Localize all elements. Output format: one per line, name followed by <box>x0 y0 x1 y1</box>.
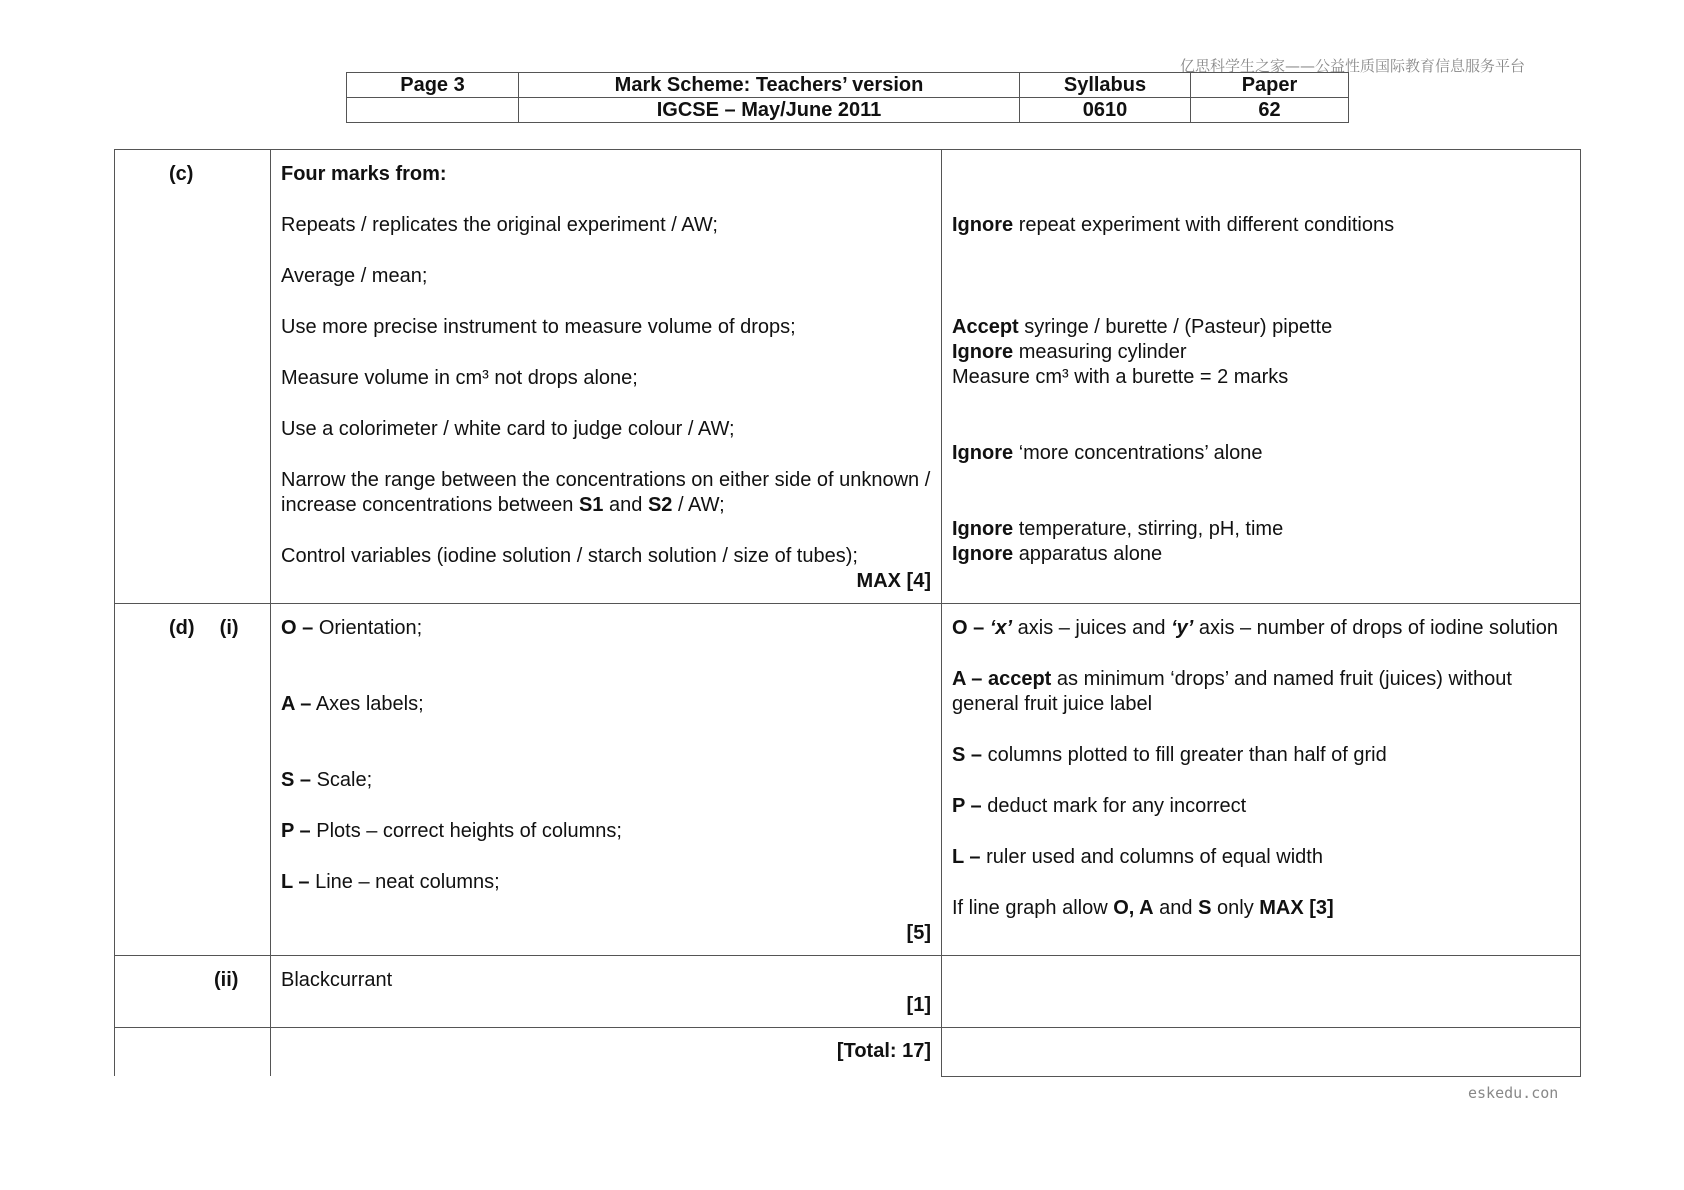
note-6-text: temperature, stirring, pH, time <box>1018 518 1284 540</box>
answer-cell-c <box>271 150 942 604</box>
total-label-cell <box>115 1028 271 1077</box>
heading-four-marks: Four marks from: <box>281 163 447 185</box>
watermark-bottom: eskedu.con <box>1468 1084 1559 1102</box>
header-table <box>346 72 1349 123</box>
mark-scheme-table <box>114 149 1581 1077</box>
note-5 <box>952 441 1570 466</box>
row-d-ii <box>115 956 1581 1028</box>
line-note-1: If line graph allow <box>952 897 1108 919</box>
note-l <box>952 845 1570 870</box>
note-p <box>952 794 1570 819</box>
notes-cell-c <box>942 150 1581 604</box>
question-label-d-ii: (ii) <box>214 969 239 991</box>
tag-p: P – <box>281 820 311 842</box>
note-1 <box>952 213 1570 238</box>
row-d-i <box>115 604 1581 956</box>
question-label-cell <box>115 604 271 956</box>
line-note-3: and <box>1159 897 1193 919</box>
note-2-text: syringe / burette / (Pasteur) pipette <box>1024 316 1333 338</box>
point-o-text: Orientation; <box>318 617 423 639</box>
point-l <box>281 870 931 895</box>
point-1: Repeats / replicates the original experiment / AW; <box>281 214 718 236</box>
line-note-2: O, A <box>1113 897 1154 919</box>
note-5-text: ‘more concentrations’ alone <box>1018 442 1263 464</box>
point-o <box>281 616 931 641</box>
ignore-label: Ignore <box>952 518 1014 540</box>
answer-cell-d-i <box>271 604 942 956</box>
note-1-text: repeat experiment with different conditions <box>1018 214 1395 236</box>
note-line-graph <box>952 896 1570 921</box>
point-s-text: Scale; <box>316 769 373 791</box>
note-s <box>952 743 1570 768</box>
point-a-text: Axes labels; <box>315 693 424 715</box>
header-syllabus: 0610 <box>1020 98 1191 123</box>
mark-d-ii: [1] <box>906 994 931 1016</box>
line-note-5: only <box>1217 897 1254 919</box>
header-empty <box>347 98 519 123</box>
note-o-text-2: axis – number of drops of iodine solution <box>1198 617 1558 639</box>
tag-s: S – <box>952 744 983 766</box>
accept-label: Accept <box>952 316 1019 338</box>
point-6-and: and <box>609 494 643 516</box>
line-note-6: MAX [3] <box>1259 897 1334 919</box>
point-6-s2: S2 <box>647 494 673 516</box>
answer-blackcurrant: Blackcurrant <box>281 969 393 991</box>
note-y: ‘y’ <box>1171 617 1194 639</box>
note-7-text: apparatus alone <box>1018 543 1163 565</box>
tag-a: A – <box>952 668 983 690</box>
tag-o: O – <box>952 617 985 639</box>
notes-cell-d-i <box>942 604 1581 956</box>
question-label-c: (c) <box>169 163 194 185</box>
header-paper: 62 <box>1191 98 1349 123</box>
question-label-d-i: (i) <box>219 617 239 639</box>
point-3: Use more precise instrument to measure volume of drops; <box>281 316 796 338</box>
point-6-aw: / AW; <box>677 494 725 516</box>
note-2 <box>952 315 1570 340</box>
row-c <box>115 150 1581 604</box>
point-a <box>281 692 931 717</box>
tag-a: A – <box>281 693 312 715</box>
tag-p: P – <box>952 795 982 817</box>
row-total <box>115 1028 1581 1077</box>
point-6 <box>281 468 931 518</box>
point-p-text: Plots – correct heights of columns; <box>316 820 622 842</box>
note-7 <box>952 542 1570 567</box>
answer-cell-d-ii <box>271 956 942 1028</box>
question-label-cell <box>115 150 271 604</box>
point-p <box>281 819 931 844</box>
point-2: Average / mean; <box>281 265 428 287</box>
note-o <box>952 616 1570 641</box>
line-note-4: S <box>1198 897 1212 919</box>
question-label-d: (d) <box>169 617 195 639</box>
total-notes-cell <box>942 1028 1581 1077</box>
ignore-label: Ignore <box>952 341 1014 363</box>
note-x: ‘x’ <box>989 617 1013 639</box>
mark-d-i: [5] <box>906 922 931 944</box>
mark-c: MAX [4] <box>856 570 931 592</box>
header-title: Mark Scheme: Teachers’ version <box>519 73 1020 98</box>
tag-l: L – <box>952 846 981 868</box>
header-paper-label: Paper <box>1191 73 1349 98</box>
note-l-text: ruler used and columns of equal width <box>986 846 1323 868</box>
header-subtitle: IGCSE – May/June 2011 <box>519 98 1020 123</box>
ignore-label: Ignore <box>952 543 1014 565</box>
point-l-text: Line – neat columns; <box>315 871 500 893</box>
notes-cell-d-ii <box>942 956 1581 1028</box>
point-6-s1: S1 <box>578 494 604 516</box>
point-4: Measure volume in cm³ not drops alone; <box>281 367 638 389</box>
total-cell <box>271 1028 942 1077</box>
note-a <box>952 667 1570 717</box>
point-5: Use a colorimeter / white card to judge colour / AW; <box>281 418 735 440</box>
note-a-text: as minimum ‘drops’ and named fruit (juices) without general fruit juice label <box>952 668 1512 715</box>
watermark-top: 亿思科学生之家——公益性质国际教育信息服务平台 <box>1180 57 1526 75</box>
note-3 <box>952 340 1570 365</box>
point-7: Control variables (iodine solution / starch solution / size of tubes); <box>281 545 858 567</box>
tag-l: L – <box>281 871 310 893</box>
header-page: Page 3 <box>347 73 519 98</box>
ignore-label: Ignore <box>952 442 1014 464</box>
total-marks: [Total: 17] <box>836 1040 931 1062</box>
note-p-text: deduct mark for any incorrect <box>987 795 1247 817</box>
tag-o: O – <box>281 617 314 639</box>
question-label-cell <box>115 956 271 1028</box>
note-4: Measure cm³ with a burette = 2 marks <box>952 366 1289 388</box>
accept-label: accept <box>987 668 1052 690</box>
tag-s: S – <box>281 769 312 791</box>
note-6 <box>952 517 1570 542</box>
note-o-text-1: axis – juices and <box>1017 617 1166 639</box>
header-syllabus-label: Syllabus <box>1020 73 1191 98</box>
point-s <box>281 768 931 793</box>
point-6-text: Narrow the range between the concentrations on either side of unknown / increase concentrations between <box>281 469 931 516</box>
ignore-label: Ignore <box>952 214 1014 236</box>
note-3-text: measuring cylinder <box>1018 341 1187 363</box>
note-s-text: columns plotted to fill greater than half of grid <box>987 744 1387 766</box>
